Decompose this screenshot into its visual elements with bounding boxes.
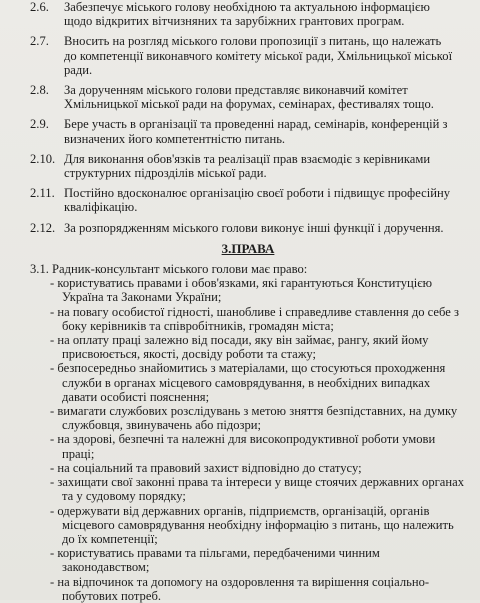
rights-intro: 3.1. Радник-консультант міського голови має право:: [30, 262, 308, 277]
right-item: [30, 461, 466, 475]
item-line: [30, 221, 466, 235]
right-text: - безпосередньо знайомитись з матеріалами, що стосуються проходження: [50, 361, 446, 376]
item-text: Вносить на розгляд міського голови пропозиції з питань, що належать: [64, 34, 442, 49]
right-text: - на оплату праці залежно від посади, яку він займає, рангу, який йому: [50, 333, 429, 348]
right-text: служби в органах місцевого самоврядування, в необхідних випадках: [62, 375, 431, 390]
right-text: до їх компетенції;: [62, 531, 158, 546]
item-text: щодо відкритих вітчизняних та зарубіжних грантових програм.: [64, 14, 405, 29]
right-text: службовця, звинувачень або підозри;: [62, 418, 262, 433]
duty-item: [30, 34, 466, 77]
right-item: [30, 575, 466, 603]
item-number: 2.7.: [30, 34, 49, 49]
right-item: [30, 504, 466, 547]
right-item: [30, 333, 466, 361]
right-text: законодавством;: [62, 560, 150, 575]
right-text: - на соціальний та правовий захист відповідно до статусу;: [50, 460, 362, 475]
item-number: 2.12.: [30, 220, 56, 235]
item-text: кваліфікацію.: [64, 200, 138, 215]
right-item: [30, 546, 466, 574]
item-line: [30, 186, 466, 200]
item-number: 2.11.: [30, 186, 55, 201]
item-text: визначених його компетентністю питань.: [64, 131, 286, 146]
item-number: 2.8.: [30, 83, 49, 98]
right-text: - користуватись правами і обов'язками, які гарантуються Конституцією: [50, 276, 433, 291]
right-text: - захищати свої законні права та інтереси у вище стоячих державних органах: [50, 475, 465, 490]
right-item: [30, 305, 466, 333]
item-line: [30, 34, 466, 48]
item-text: Забезпечує міського голову необхідною та актуальною інформацією: [64, 0, 430, 14]
right-item: [30, 276, 466, 304]
right-text: присвоюється, якості, досвіду роботи та стажу;: [62, 347, 317, 362]
right-text: - на здорові, безпечні та належні для високопродуктивної роботи умови: [50, 432, 436, 447]
item-text: За дорученням міського голови представляє виконавчий комітет: [64, 83, 408, 98]
right-item: [30, 475, 466, 503]
right-text: праці;: [62, 446, 95, 461]
item-text: ради.: [64, 62, 93, 77]
item-text: Постійно вдосконалює організацію своєї роботи і підвищує професійну: [64, 186, 450, 201]
right-text: - вимагати службових розслідувань з метою зняття безпідставних, на думку: [50, 404, 458, 419]
duties-list: [30, 0, 466, 235]
right-text: та у судовому порядку;: [62, 489, 186, 504]
right-text: Україна та Законами України;: [62, 290, 222, 305]
right-text: боку керівників та співробітників, громадян міста;: [62, 318, 334, 333]
item-line: [30, 117, 466, 131]
item-line: [30, 0, 466, 14]
item-number: 2.10.: [30, 151, 56, 166]
item-line: [30, 83, 466, 97]
item-text: структурних підрозділів міської ради.: [64, 166, 267, 181]
duty-item: [30, 186, 466, 214]
right-text: місцевого самоврядування необхідну інформацію з питань, що належить: [62, 517, 454, 532]
right-text: давати особисті пояснення;: [62, 389, 210, 404]
duty-item: [30, 0, 466, 28]
item-text: Бере участь в організації та проведенні нарад, семінарів, конференцій з: [64, 117, 448, 132]
duty-item: [30, 152, 466, 180]
right-text: - користуватись правами та пільгами, передбаченими чинним: [50, 546, 380, 561]
item-line: [30, 152, 466, 166]
item-text: Для виконання обов'язків та реалізації прав взаємодіє з керівниками: [64, 151, 431, 166]
duty-item: [30, 117, 466, 145]
right-item: [30, 361, 466, 404]
right-text: - на відпочинок та допомогу на оздоровлення та вирішення соціально-: [50, 574, 430, 589]
item-text: Хмільницької міської ради на форумах, семінарах, фестивалях тощо.: [64, 97, 434, 112]
duty-item: [30, 221, 466, 235]
duty-item: [30, 83, 466, 111]
right-text: - на повагу особистої гідності, шанобливе і справедливе ставлення до себе з: [50, 304, 459, 319]
item-number: 2.9.: [30, 117, 49, 132]
item-text: За розпорядженням міського голови виконує інші функції і доручення.: [64, 220, 444, 235]
right-item: [30, 404, 466, 432]
right-text: - одержувати від державних органів, підприємств, організацій, органів: [50, 503, 430, 518]
section-title: 3.ПРАВА: [221, 240, 275, 256]
rights-list: [30, 276, 466, 603]
right-item: [30, 432, 466, 460]
item-text: до компетенції виконавчого комітету міської ради, Хмільницької міської: [64, 48, 453, 63]
item-number: 2.6.: [30, 0, 49, 14]
right-text: побутових потреб.: [62, 588, 161, 603]
